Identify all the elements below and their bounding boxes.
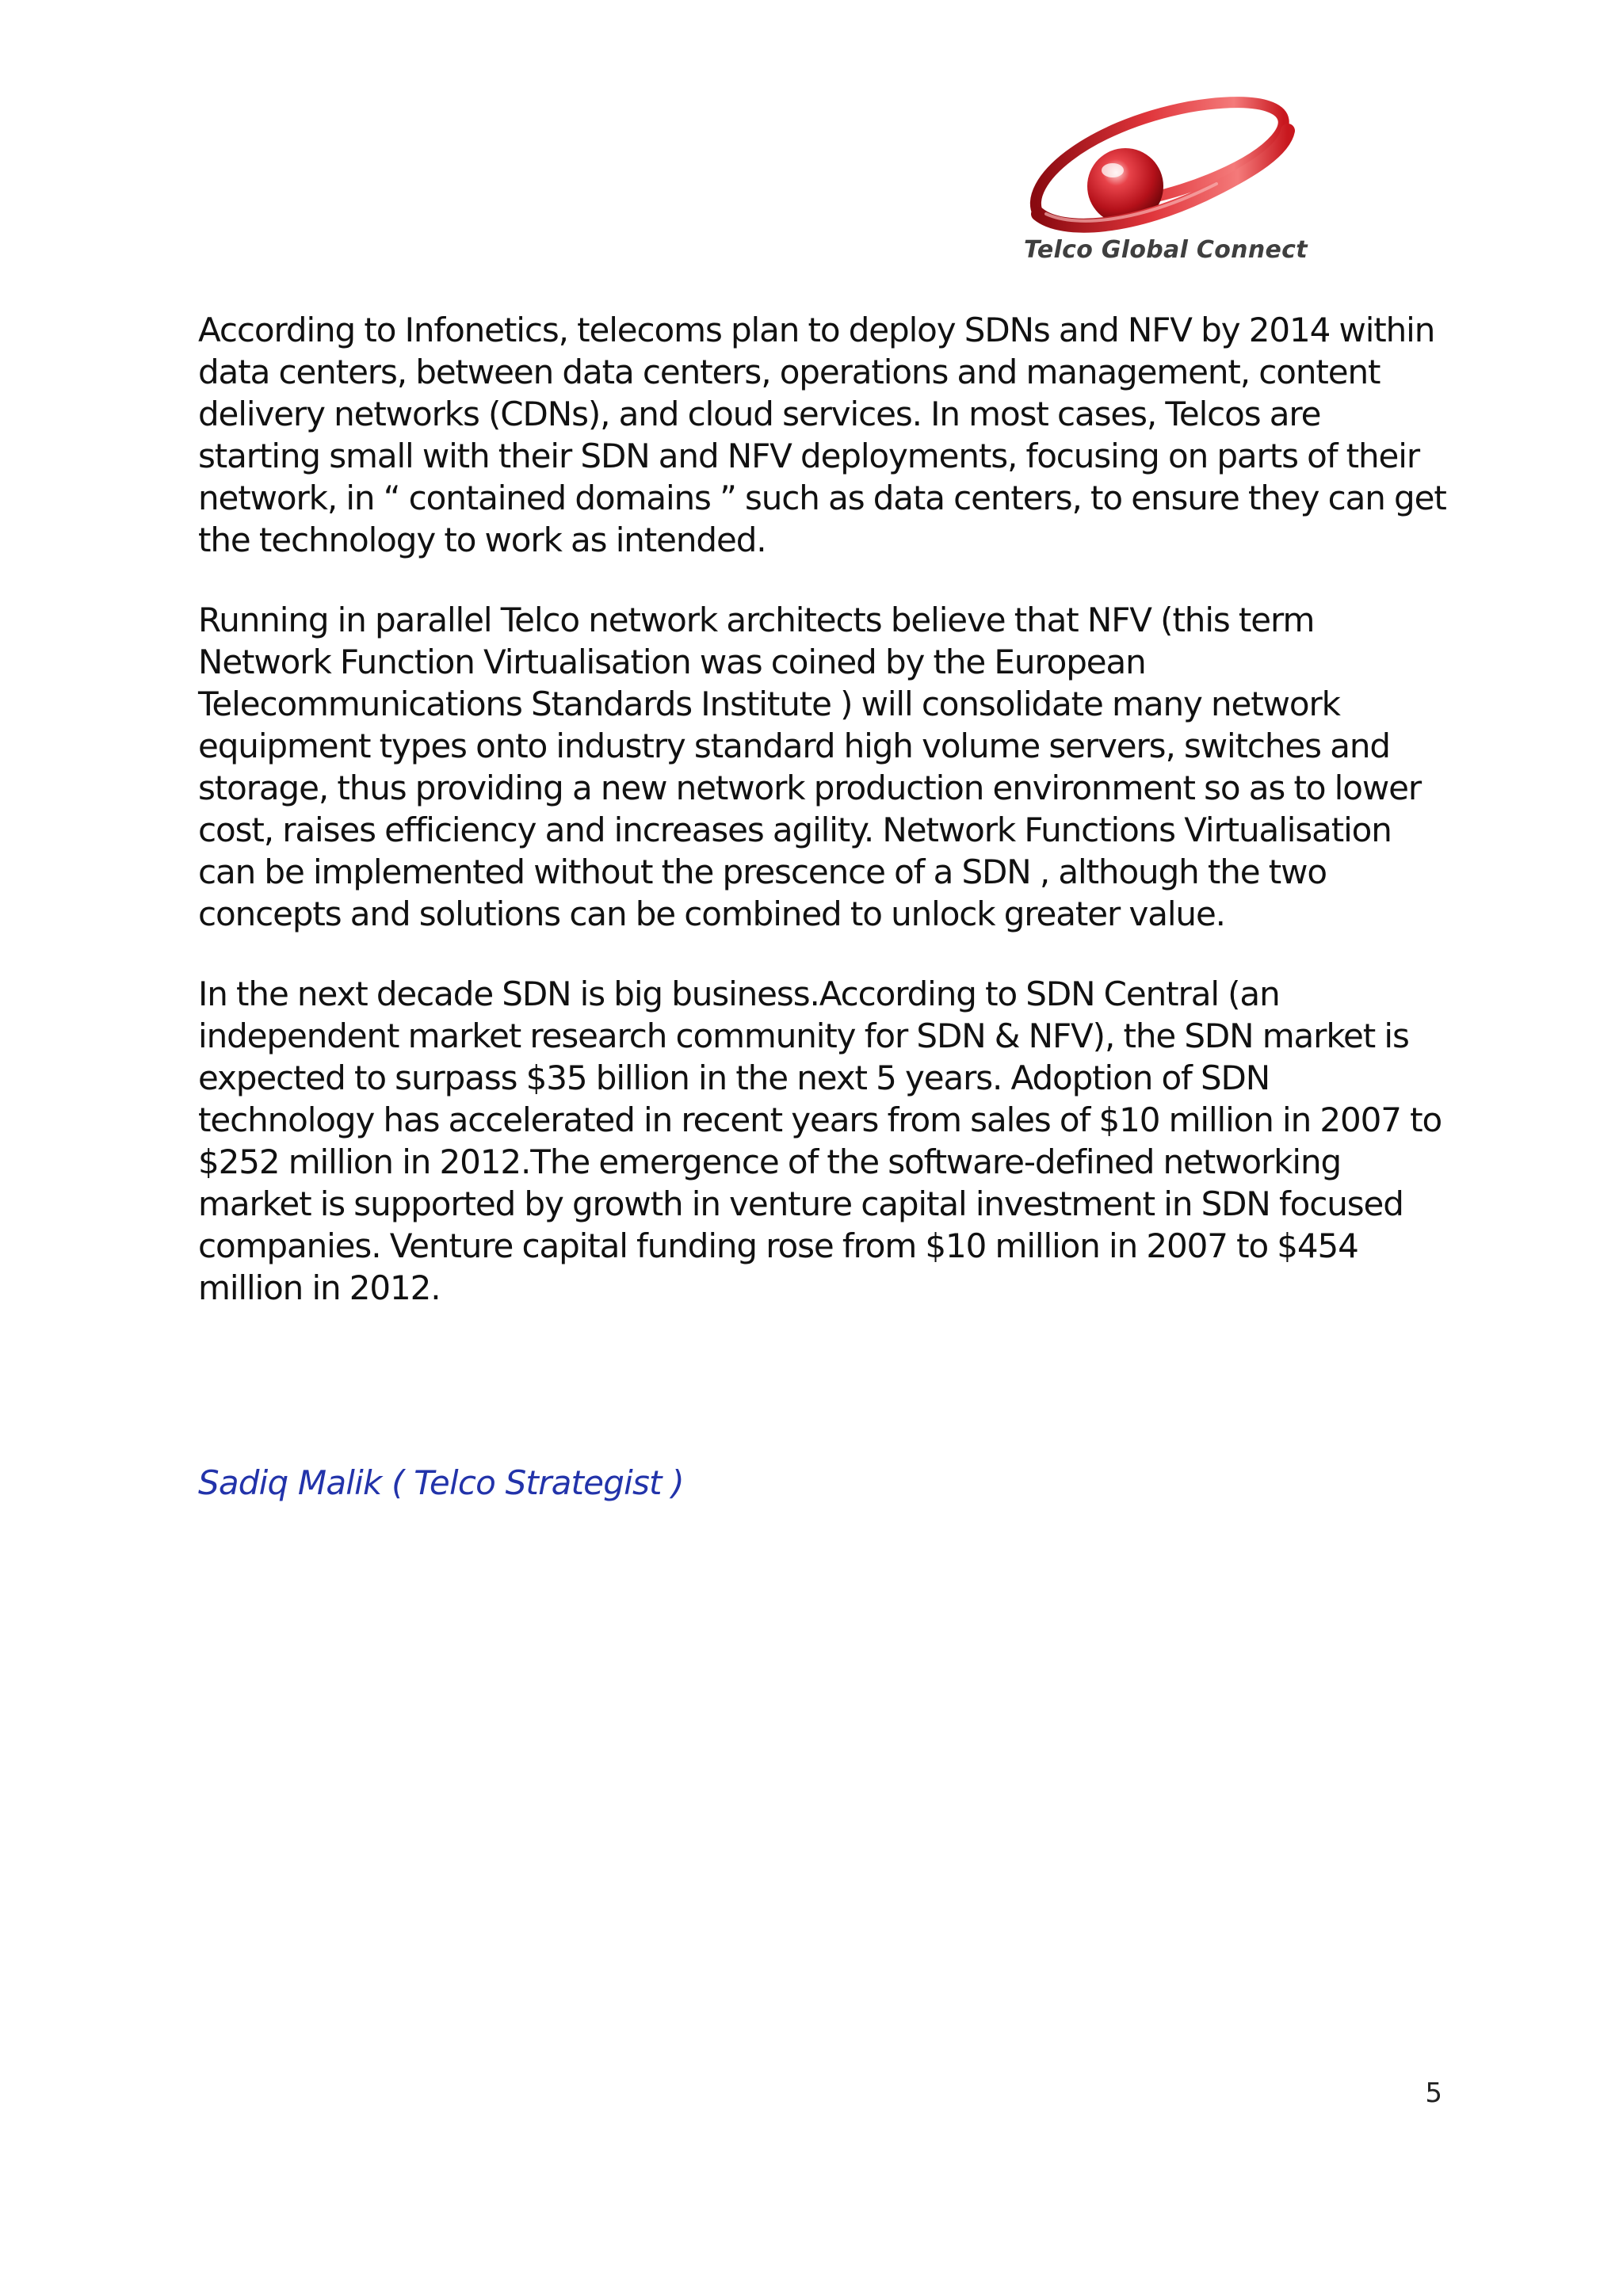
paragraph-3: In the next decade SDN is big business.According to SDN Central (an independent market research community for SDN & NFV), the SDN market is expected to surpass $35 billion in the next 5 years. Adoption of SDN technology has accelerated in recent years from sales of $10 million in 2007 to $252 million in 2012.The emergence of the software-defined networking market is supported by growth in venture capital investment in SDN focused companies. Venture capital funding rose from $10 million in 2007 to $454 million in 2012. <box>198 974 1442 1307</box>
globe-ring-logo-icon <box>1014 95 1300 242</box>
paragraph-2: Running in parallel Telco network architects believe that NFV (this term Network Function Virtualisation was coined by the European Telecommunications Standards Institute ) will consolidate many network equipment types onto industry standard high volume servers, switches and storage, thus providing a new network production environment so as to lower cost, raises efficiency and increases agility. Network Functions Virtualisation can be implemented without the prescence of a SDN , although the two concepts and solutions can be combined to unlock greater value. <box>198 601 1421 933</box>
telco-global-connect-logo <box>1014 95 1308 277</box>
paragraph-1: According to Infonetics, telecoms plan to deploy SDNs and NFV by 2014 within data centers, between data centers, operations and management, content delivery networks (CDNs), and cloud services. In most cases, Telcos are starting small with their SDN and NFV deployments, focusing on parts of their network, in “ contained domains ” such as data centers, to ensure they can get the technology to work as intended. <box>198 311 1446 559</box>
logo-text: Telco Global Connect <box>1024 236 1308 264</box>
author-signature: Sadiq Malik ( Telco Strategist ) <box>198 1463 684 1502</box>
page-number: 5 <box>1425 2077 1442 2109</box>
article-body <box>198 309 1450 1347</box>
